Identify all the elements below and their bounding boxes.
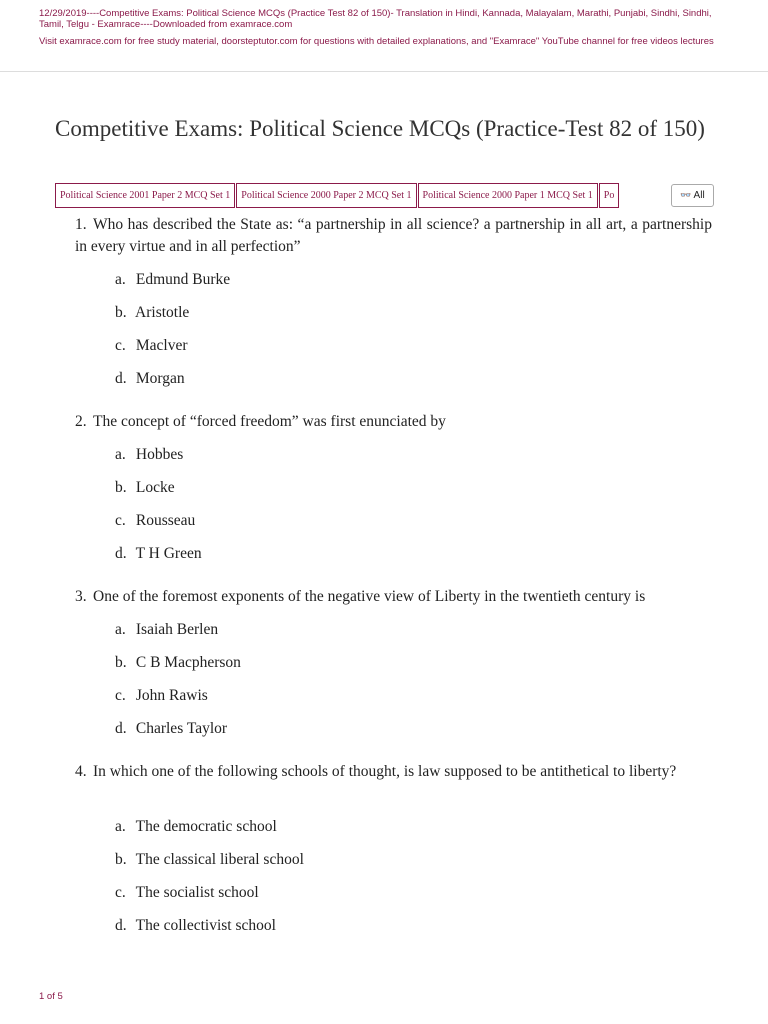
question-prompt: In which one of the following schools of thought, is law supposed to be antithetical to liberty?	[93, 763, 677, 780]
all-button-label: All	[693, 190, 705, 201]
option-d[interactable]	[115, 719, 227, 739]
question-3	[75, 586, 712, 737]
print-header-line-1: 12/29/2019----Competitive Exams: Political Science MCQs (Practice Test 82 of 150)- Translation in Hindi, Kannada, Malayalam, Marathi, Punjabi, Sindhi, Sindhi, Tamil, Telgu - Examrace----Downloaded from examrace.com	[39, 8, 712, 30]
option-a[interactable]	[115, 620, 218, 640]
option-b[interactable]	[115, 653, 241, 673]
question-2	[75, 411, 712, 562]
option-text: John Rawis	[135, 687, 208, 704]
option-text: Morgan	[135, 370, 185, 387]
option-a[interactable]	[115, 817, 277, 837]
option-label: c.	[115, 687, 126, 704]
option-label: a.	[115, 621, 126, 638]
question-1	[75, 214, 712, 387]
option-c[interactable]	[115, 511, 195, 531]
option-label: c.	[115, 884, 126, 901]
question-prompt: One of the foremost exponents of the negative view of Liberty in the twentieth century is	[93, 588, 646, 605]
eye-icon: 👓	[680, 190, 692, 200]
option-label: d.	[115, 917, 127, 934]
option-b[interactable]	[115, 303, 189, 323]
option-text: The classical liberal school	[135, 851, 304, 868]
option-label: a.	[115, 271, 126, 288]
option-label: b.	[115, 654, 127, 671]
option-c[interactable]	[115, 883, 259, 903]
option-label: b.	[115, 304, 127, 321]
option-a[interactable]	[115, 445, 183, 465]
option-text: Locke	[135, 479, 175, 496]
option-text: Hobbes	[135, 446, 184, 463]
print-header-line-2: Visit examrace.com for free study material, doorsteptutor.com for questions with detailed explanations, and "Examrace" YouTube channel for free videos lectures	[39, 36, 714, 47]
tab-polsci-2000-paper1[interactable]: Political Science 2000 Paper 1 MCQ Set 1	[418, 183, 598, 208]
option-label: a.	[115, 446, 126, 463]
tab-polsci-2000-paper2[interactable]: Political Science 2000 Paper 2 MCQ Set 1	[236, 183, 416, 208]
option-c[interactable]	[115, 686, 208, 706]
option-label: d.	[115, 545, 127, 562]
option-d[interactable]	[115, 916, 276, 936]
option-text: The democratic school	[135, 818, 277, 835]
question-text	[75, 214, 712, 258]
option-text: Rousseau	[135, 512, 196, 529]
option-label: b.	[115, 851, 127, 868]
option-text: Charles Taylor	[135, 720, 228, 737]
page-title: Competitive Exams: Political Science MCQs (Practice-Test 82 of 150)	[55, 116, 705, 141]
question-prompt: The concept of “forced freedom” was first enunciated by	[93, 413, 446, 430]
tab-polsci-2001-paper2[interactable]: Political Science 2001 Paper 2 MCQ Set 1	[55, 183, 235, 208]
option-a[interactable]	[115, 270, 230, 290]
option-d[interactable]	[115, 369, 185, 389]
question-4	[75, 761, 712, 934]
option-b[interactable]	[115, 478, 175, 498]
question-text	[75, 411, 712, 433]
option-text: Aristotle	[135, 304, 190, 321]
question-number: 3.	[75, 588, 87, 605]
option-b[interactable]	[115, 850, 304, 870]
option-text: The collectivist school	[135, 917, 276, 934]
option-d[interactable]	[115, 544, 202, 564]
option-label: b.	[115, 479, 127, 496]
option-text: C B Macpherson	[135, 654, 241, 671]
option-text: Isaiah Berlen	[135, 621, 219, 638]
option-text: T H Green	[135, 545, 202, 562]
question-number: 4.	[75, 763, 87, 780]
option-text: The socialist school	[135, 884, 259, 901]
option-text: Edmund Burke	[135, 271, 231, 288]
question-text	[75, 586, 712, 608]
question-number: 1.	[75, 216, 87, 233]
tab-overflow[interactable]: Po	[599, 183, 620, 208]
option-text: Maclver	[135, 337, 188, 354]
option-label: c.	[115, 512, 126, 529]
option-label: d.	[115, 370, 127, 387]
option-label: c.	[115, 337, 126, 354]
option-label: a.	[115, 818, 126, 835]
option-c[interactable]	[115, 336, 188, 356]
option-label: d.	[115, 720, 127, 737]
question-number: 2.	[75, 413, 87, 430]
question-text	[75, 761, 712, 783]
page-counter: 1 of 5	[39, 991, 63, 1002]
question-prompt: Who has described the State as: “a partnership in all science? a partnership in all art, a partnership in every virtue and in all perfection”	[75, 216, 712, 255]
